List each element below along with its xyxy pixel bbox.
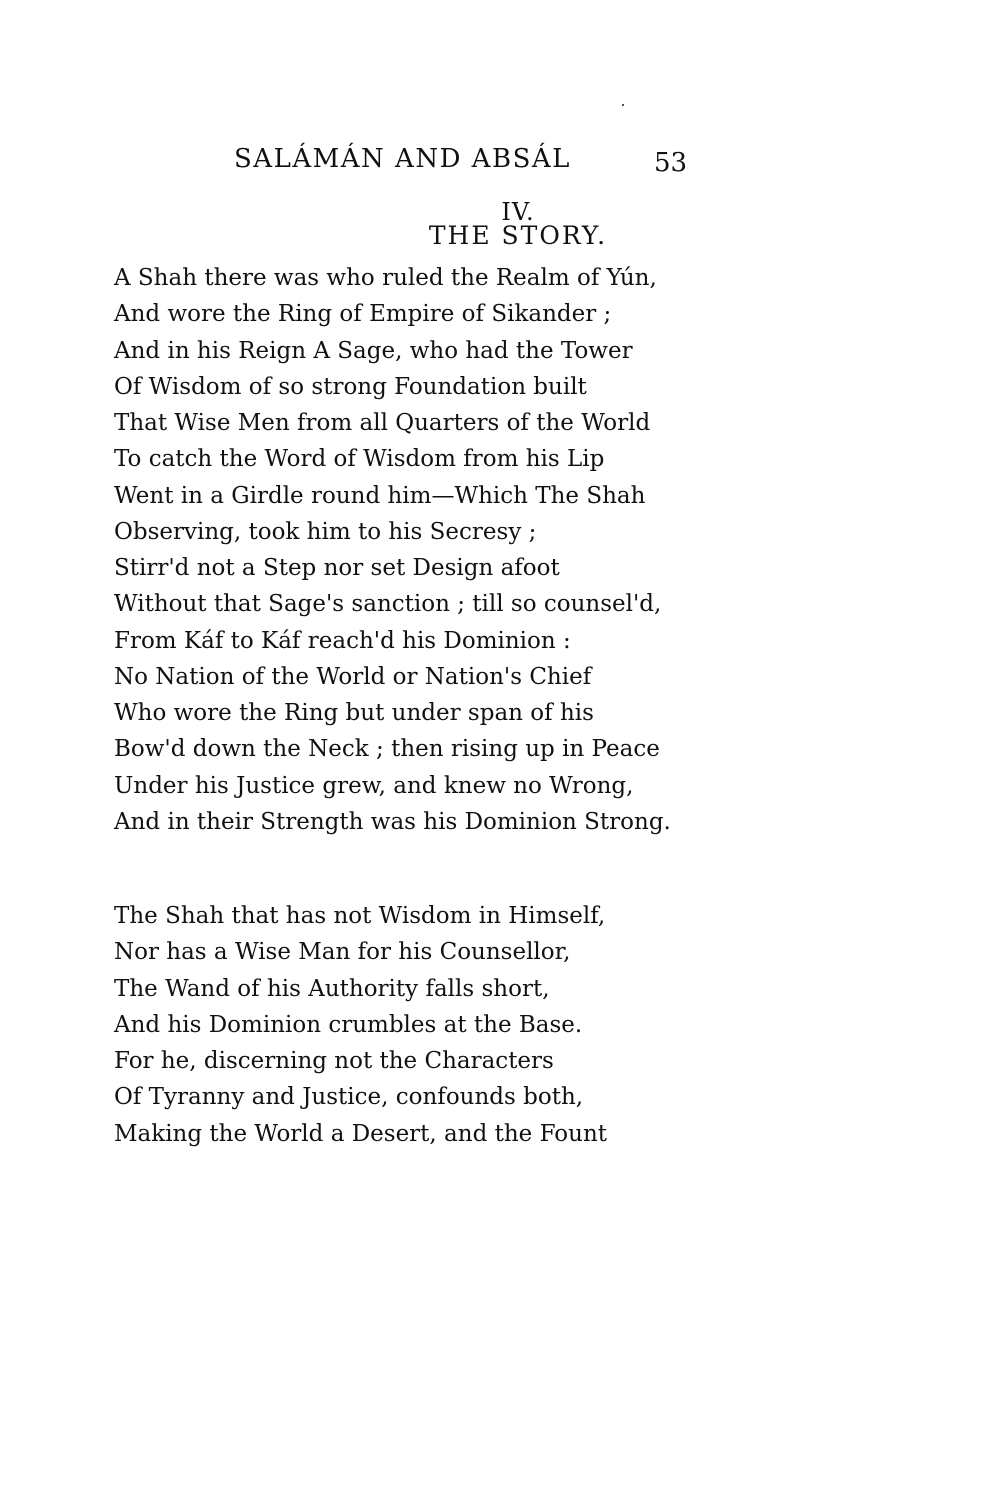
verse-line: A Shah there was who ruled the Realm of Yún, bbox=[114, 265, 657, 291]
verse-line: That Wise Men from all Quarters of the World bbox=[114, 410, 651, 436]
verse-line: Bow'd down the Neck ; then rising up in Peace bbox=[114, 736, 660, 763]
verse-line: And his Dominion crumbles at the Base. bbox=[114, 1011, 583, 1038]
print-speck bbox=[622, 104, 624, 106]
verse-line: Went in a Girdle round him—Which The Shah bbox=[114, 482, 646, 509]
verse-line: Who wore the Ring but under span of his bbox=[114, 700, 594, 726]
verse-line: And wore the Ring of Empire of Sikander ; bbox=[114, 301, 612, 328]
verse-line: For he, discerning not the Characters bbox=[114, 1048, 554, 1075]
stanza-2 bbox=[114, 898, 754, 1152]
section-title: THE STORY. bbox=[428, 221, 608, 250]
verse-line: To catch the Word of Wisdom from his Lip bbox=[114, 446, 605, 473]
verse-line: The Shah that has not Wisdom in Himself, bbox=[114, 903, 606, 929]
verse-line: Making the World a Desert, and the Fount bbox=[114, 1120, 607, 1147]
verse-line: Of Tyranny and Justice, confounds both, bbox=[114, 1084, 584, 1111]
running-title: SALÁMÁN AND ABSÁL bbox=[234, 144, 571, 174]
verse-line: Nor has a Wise Man for his Counsellor, bbox=[114, 939, 571, 966]
verse-line: And in his Reign A Sage, who had the Tower bbox=[114, 337, 633, 364]
running-head bbox=[234, 144, 724, 184]
verse-line: Stirr'd not a Step nor set Design afoot bbox=[114, 555, 560, 581]
section-number: IV. bbox=[501, 198, 535, 226]
stanza-1 bbox=[114, 260, 754, 840]
verse-line: And in their Strength was his Dominion Strong. bbox=[114, 808, 671, 835]
verse-line: Of Wisdom of so strong Foundation built bbox=[114, 373, 587, 400]
verse-line: No Nation of the World or Nation's Chief bbox=[114, 663, 592, 690]
page-number: 53 bbox=[654, 148, 688, 178]
verse-line: From Káf to Káf reach'd his Dominion : bbox=[114, 627, 571, 654]
verse-line: The Wand of his Authority falls short, bbox=[114, 975, 550, 1002]
verse-line: Observing, took him to his Secresy ; bbox=[114, 518, 537, 545]
verse-line: Without that Sage's sanction ; till so counsel'd, bbox=[114, 591, 662, 618]
verse-line: Under his Justice grew, and knew no Wrong, bbox=[114, 772, 634, 799]
